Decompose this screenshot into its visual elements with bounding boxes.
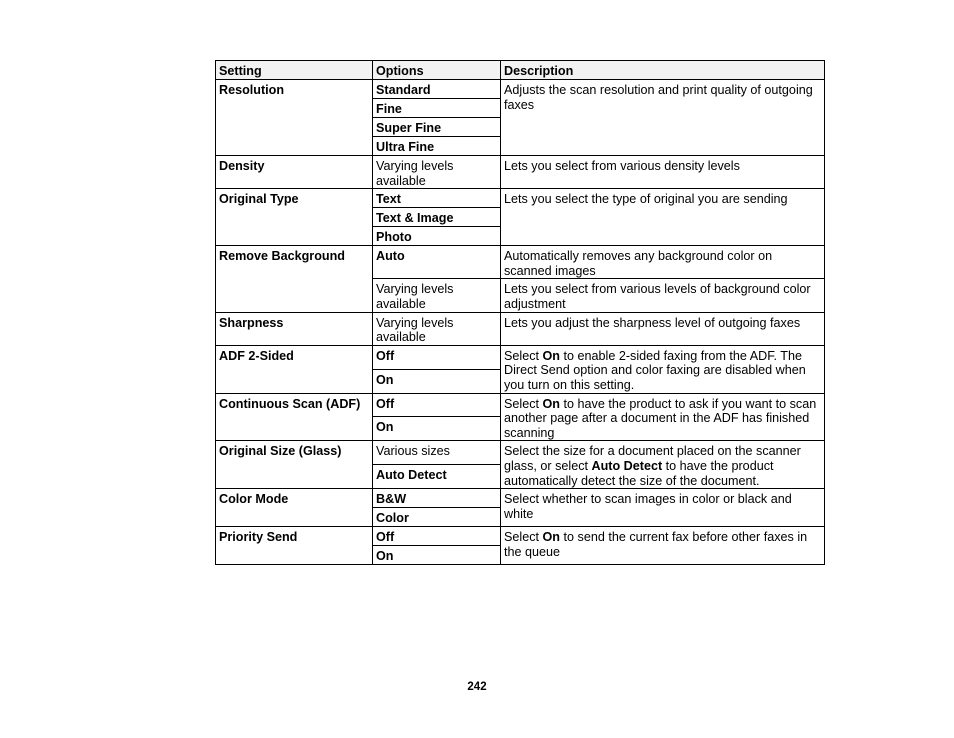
description-text: Select xyxy=(504,530,543,545)
description-text: to send the current fax before other faxes in the queue xyxy=(504,530,808,559)
table-row xyxy=(216,393,825,417)
settings-table xyxy=(215,60,825,565)
table-row xyxy=(216,80,825,99)
table-row xyxy=(216,246,825,279)
option-value: Super Fine xyxy=(373,118,501,137)
setting-description xyxy=(501,312,825,345)
description-emphasis: On xyxy=(542,396,561,411)
option-value: Text & Image xyxy=(373,208,501,227)
setting-description xyxy=(501,489,825,527)
option-value: Off xyxy=(373,393,501,417)
description-text: to have the product automatically detect the size of the document. xyxy=(504,458,774,488)
setting-name: Original Type xyxy=(216,189,373,246)
table-row xyxy=(216,441,825,465)
header-options: Options xyxy=(373,61,501,80)
table-row xyxy=(216,156,825,189)
setting-description xyxy=(501,279,825,312)
option-value: Varying levels available xyxy=(373,279,501,312)
setting-name: Original Size (Glass) xyxy=(216,441,373,489)
table-header-row xyxy=(216,61,825,80)
option-value: Off xyxy=(373,345,501,369)
description-text: Select xyxy=(504,348,543,363)
description-emphasis: Auto Detect xyxy=(591,458,663,473)
option-value: On xyxy=(373,369,501,393)
setting-description xyxy=(501,156,825,189)
setting-name: Continuous Scan (ADF) xyxy=(216,393,373,441)
header-description: Description xyxy=(501,61,825,80)
setting-description xyxy=(501,441,825,489)
option-value: On xyxy=(373,546,501,565)
option-value: Ultra Fine xyxy=(373,137,501,156)
setting-name: Remove Background xyxy=(216,246,373,312)
option-value: Fine xyxy=(373,99,501,118)
setting-name: Sharpness xyxy=(216,312,373,345)
setting-name: Resolution xyxy=(216,80,373,156)
table-row xyxy=(216,345,825,369)
option-value: Auto Detect xyxy=(373,465,501,489)
description-text: Select the size for a document placed on the scanner glass, or select xyxy=(504,444,801,473)
header-setting: Setting xyxy=(216,61,373,80)
option-value: Color xyxy=(373,508,501,527)
table-body xyxy=(216,80,825,565)
setting-name: Density xyxy=(216,156,373,189)
setting-name: Color Mode xyxy=(216,489,373,527)
setting-description xyxy=(501,80,825,156)
page-number: 242 xyxy=(467,681,487,693)
option-value: Text xyxy=(373,189,501,208)
setting-description xyxy=(501,393,825,441)
description-text: Select xyxy=(504,396,543,411)
option-value: On xyxy=(373,417,501,441)
option-value: Standard xyxy=(373,80,501,99)
description-text: Automatically removes any background color on scanned images xyxy=(504,249,773,278)
setting-description xyxy=(501,246,825,279)
option-value: Off xyxy=(373,527,501,546)
description-emphasis: On xyxy=(542,348,561,363)
description-text: Adjusts the scan resolution and print quality of outgoing faxes xyxy=(504,83,813,112)
description-text: Lets you adjust the sharpness level of outgoing faxes xyxy=(504,315,801,330)
option-value: Various sizes xyxy=(373,441,501,465)
description-text: Lets you select from various levels of background color adjustment xyxy=(504,282,811,311)
description-text: Lets you select the type of original you are sending xyxy=(504,192,788,207)
description-text: Select whether to scan images in color or black and white xyxy=(504,492,792,521)
description-text: to have the product to ask if you want to scan another page after a document in the ADF has finished scanning xyxy=(504,396,817,440)
setting-name: ADF 2-Sided xyxy=(216,345,373,393)
table-row xyxy=(216,189,825,208)
option-value: Varying levels available xyxy=(373,312,501,345)
option-value: B&W xyxy=(373,489,501,508)
setting-description xyxy=(501,189,825,246)
option-value: Photo xyxy=(373,227,501,246)
table-row xyxy=(216,527,825,546)
description-text: Lets you select from various density levels xyxy=(504,159,740,173)
table-row xyxy=(216,489,825,508)
table-row xyxy=(216,312,825,345)
setting-description xyxy=(501,345,825,393)
option-value: Varying levels available xyxy=(373,156,501,189)
description-emphasis: On xyxy=(542,530,561,545)
option-value: Auto xyxy=(373,246,501,279)
setting-description xyxy=(501,527,825,565)
description-text: to enable 2-sided faxing from the ADF. The Direct Send option and color faxing are disabled when you turn on this setting. xyxy=(504,348,806,392)
setting-name: Priority Send xyxy=(216,527,373,565)
